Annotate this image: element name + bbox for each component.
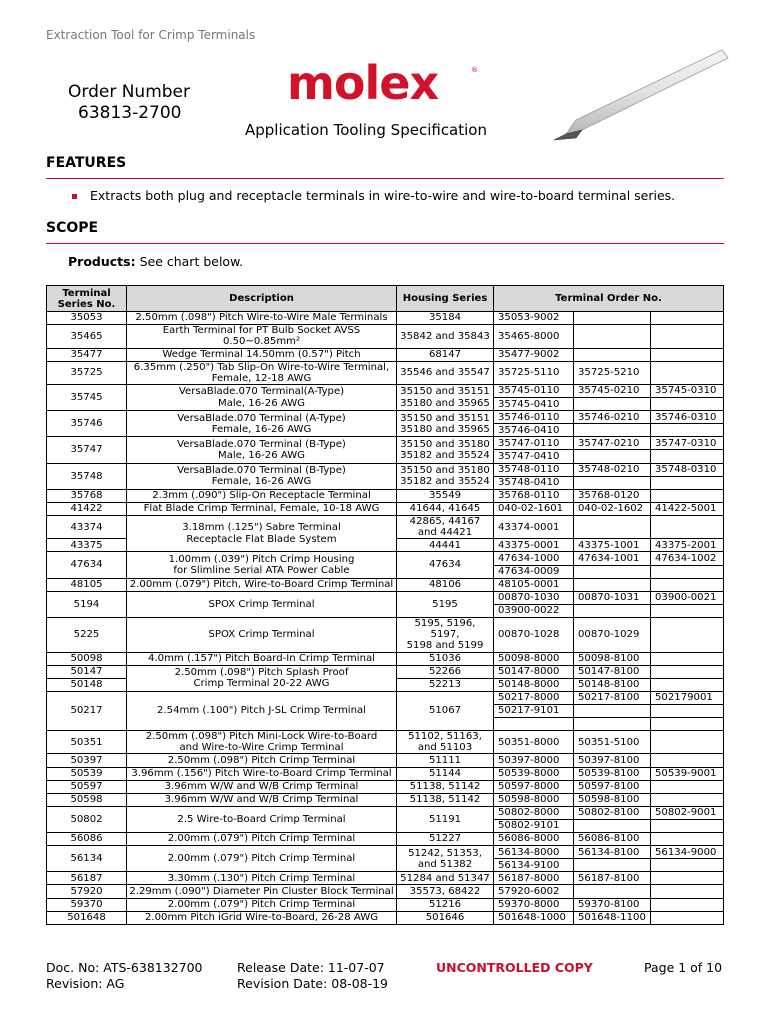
table-header-row: [47, 286, 724, 312]
order-number-cell: [651, 312, 724, 325]
order-number-cell: [651, 717, 724, 730]
table-row: [47, 780, 724, 793]
order-number-cell: [574, 885, 651, 898]
order-number-cell: 41422-5001: [651, 502, 724, 515]
order-number-cell: [651, 565, 724, 578]
description-cell: 3.96mm W/W and W/B Crimp Terminal: [127, 780, 397, 793]
order-number-cell: [651, 872, 724, 885]
revision-date: Revision Date: 08-08-19: [237, 976, 389, 991]
housing-cell: 35842 and 35843: [397, 325, 494, 348]
order-number-cell: 35053-9002: [494, 312, 574, 325]
order-number-cell: 35768-0110: [494, 489, 574, 502]
housing-cell: 42865, 44167 and 44421: [397, 515, 494, 538]
description-cell: Wedge Terminal 14.50mm (0.57") Pitch: [127, 348, 397, 361]
housing-cell: 51216: [397, 898, 494, 911]
order-number-cell: 59370-8000: [494, 898, 574, 911]
order-number-cell: 040-02-1602: [574, 502, 651, 515]
order-number-cell: 35748-0410: [494, 476, 574, 489]
order-number-cell: [574, 859, 651, 872]
order-number-cell: 50802-8000: [494, 806, 574, 819]
order-number-cell: 43375-2001: [651, 539, 724, 552]
order-number-cell: 50098-8000: [494, 652, 574, 665]
order-number-cell: [651, 898, 724, 911]
order-number-cell: 50147-8100: [574, 665, 651, 678]
order-number-cell: [651, 793, 724, 806]
spec-title: Application Tooling Specification: [245, 121, 487, 139]
order-number-cell: 50351-5100: [574, 731, 651, 754]
page-number: Page 1 of 10: [644, 960, 723, 975]
table-row: [47, 325, 724, 348]
housing-cell: 35150 and 35180 35182 and 35524: [397, 437, 494, 463]
series-cell: 48105: [47, 578, 127, 591]
order-number-cell: 35746-0410: [494, 424, 574, 437]
description-cell: 3.96mm (.156") Pitch Wire-to-Board Crimp Terminal: [127, 767, 397, 780]
order-number-cell: 48105-0001: [494, 578, 574, 591]
order-number-cell: [651, 476, 724, 489]
series-cell: 501648: [47, 911, 127, 924]
order-number-cell: 50098-8100: [574, 652, 651, 665]
series-cell: 35053: [47, 312, 127, 325]
series-cell: 5225: [47, 617, 127, 652]
table-row: [47, 767, 724, 780]
order-number-cell: 57920-6002: [494, 885, 574, 898]
order-number-cell: [651, 652, 724, 665]
housing-cell: 52213: [397, 678, 494, 691]
series-cell: 35768: [47, 489, 127, 502]
order-number-cell: 00870-1031: [574, 591, 651, 604]
table-row: [47, 885, 724, 898]
table-row: [47, 911, 724, 924]
series-cell: 50802: [47, 806, 127, 832]
order-number-cell: [574, 604, 651, 617]
series-cell: 50597: [47, 780, 127, 793]
order-number-cell: 50802-9001: [651, 806, 724, 819]
housing-cell: 35150 and 35151 35180 and 35965: [397, 411, 494, 437]
housing-cell: 5195, 5196, 5197, 5198 and 5199: [397, 617, 494, 652]
housing-cell: 51036: [397, 652, 494, 665]
bullet-icon: [72, 194, 77, 199]
table-row: [47, 872, 724, 885]
order-number-cell: [651, 678, 724, 691]
order-number-cell: 35748-0110: [494, 463, 574, 476]
description-cell: Earth Terminal for PT Bulb Socket AVSS 0.50~0.85mm²: [127, 325, 397, 348]
order-number-cell: 56134-9100: [494, 859, 574, 872]
order-number-cell: 47634-1000: [494, 552, 574, 565]
order-number-cell: 03900-0021: [651, 591, 724, 604]
series-cell: 35746: [47, 411, 127, 437]
order-number-cell: 50802-8100: [574, 806, 651, 819]
order-number-cell: [651, 604, 724, 617]
series-cell: 50217: [47, 691, 127, 730]
features-heading: FEATURES: [46, 155, 127, 171]
order-number-cell: 50148-8000: [494, 678, 574, 691]
order-number-cell: [651, 361, 724, 384]
order-number-cell: 35748-0310: [651, 463, 724, 476]
series-cell: 50148: [47, 678, 127, 691]
series-cell: 5194: [47, 591, 127, 617]
order-number-cell: 00870-1029: [574, 617, 651, 652]
order-number-cell: 47634-1001: [574, 552, 651, 565]
table-row: [47, 552, 724, 565]
order-number-cell: [574, 476, 651, 489]
uncontrolled-copy: UNCONTROLLED COPY: [436, 960, 593, 975]
description-cell: SPOX Crimp Terminal: [127, 591, 397, 617]
housing-cell: 51242, 51353, and 51382: [397, 846, 494, 872]
description-cell: 2.5 Wire-to-Board Crimp Terminal: [127, 806, 397, 832]
series-cell: 56187: [47, 872, 127, 885]
table-row: [47, 833, 724, 846]
header-series: Terminal Series No.: [47, 286, 127, 312]
order-number-cell: 50147-8000: [494, 665, 574, 678]
order-number-cell: 501648-1100: [574, 911, 651, 924]
order-number-cell: [651, 489, 724, 502]
order-number-cell: [574, 717, 651, 730]
series-cell: 35725: [47, 361, 127, 384]
order-number-cell: 35747-0310: [651, 437, 724, 450]
table-row: [47, 385, 724, 398]
order-number-cell: 502179001: [651, 691, 724, 704]
table-row: [47, 898, 724, 911]
order-number-cell: 47634-1002: [651, 552, 724, 565]
description-cell: VersaBlade.070 Terminal (B-Type) Male, 16-26 AWG: [127, 437, 397, 463]
order-number-cell: 03900-0022: [494, 604, 574, 617]
description-cell: 2.50mm (.098") Pitch Splash Proof Crimp Terminal 20-22 AWG: [127, 665, 397, 691]
order-number-cell: 56187-8000: [494, 872, 574, 885]
order-number-cell: [651, 859, 724, 872]
series-cell: 50598: [47, 793, 127, 806]
order-number-cell: 00870-1028: [494, 617, 574, 652]
order-number-cell: [494, 717, 574, 730]
revision: Revision: AG: [46, 976, 125, 991]
order-number-cell: 56134-9000: [651, 846, 724, 859]
order-number-cell: [651, 515, 724, 538]
table-row: [47, 691, 724, 704]
order-number-cell: [574, 819, 651, 832]
order-number-cell: 35745-0110: [494, 385, 574, 398]
housing-cell: 35184: [397, 312, 494, 325]
order-number-cell: 35746-0110: [494, 411, 574, 424]
description-cell: 2.00mm (.079") Pitch Crimp Terminal: [127, 898, 397, 911]
order-number-cell: 35745-0210: [574, 385, 651, 398]
series-cell: 47634: [47, 552, 127, 578]
order-number-cell: [574, 424, 651, 437]
header-housing: Housing Series: [397, 286, 494, 312]
housing-cell: 501646: [397, 911, 494, 924]
housing-cell: 51138, 51142: [397, 793, 494, 806]
series-cell: 43374: [47, 515, 127, 538]
order-number-value: 63813-2700: [78, 103, 182, 123]
order-number-cell: [651, 833, 724, 846]
header-description: Description: [127, 286, 397, 312]
housing-cell: 44441: [397, 539, 494, 552]
order-number-cell: 47634-0009: [494, 565, 574, 578]
housing-cell: 35150 and 35180 35182 and 35524: [397, 463, 494, 489]
header-order-no: Terminal Order No.: [494, 286, 724, 312]
features-bullet: Extracts both plug and receptacle terminals in wire-to-wire and wire-to-board terminal series.: [90, 188, 676, 203]
order-number-cell: 35747-0410: [494, 450, 574, 463]
series-cell: 59370: [47, 898, 127, 911]
series-cell: 43375: [47, 539, 127, 552]
order-number-cell: [574, 515, 651, 538]
order-number-cell: [574, 450, 651, 463]
table-row: [47, 617, 724, 652]
table-row: [47, 515, 724, 538]
table-row: [47, 846, 724, 859]
order-number-cell: 501648-1000: [494, 911, 574, 924]
housing-cell: 51111: [397, 754, 494, 767]
order-number-cell: [651, 819, 724, 832]
order-number-cell: [574, 578, 651, 591]
order-number-cell: [651, 325, 724, 348]
series-cell: 50147: [47, 665, 127, 678]
description-cell: VersaBlade.070 Terminal(A-Type) Male, 16-26 AWG: [127, 385, 397, 411]
description-cell: Flat Blade Crimp Terminal, Female, 10-18 AWG: [127, 502, 397, 515]
description-cell: 2.54mm (.100") Pitch J-SL Crimp Terminal: [127, 691, 397, 730]
release-date: Release Date: 11-07-07: [237, 960, 385, 975]
order-number-cell: 040-02-1601: [494, 502, 574, 515]
housing-cell: 41644, 41645: [397, 502, 494, 515]
table-row: [47, 348, 724, 361]
table-row: [47, 312, 724, 325]
description-cell: 2.00mm (.079") Pitch Crimp Terminal: [127, 833, 397, 846]
order-number-cell: 56086-8100: [574, 833, 651, 846]
order-number-cell: 35746-0210: [574, 411, 651, 424]
order-number-cell: 35725-5210: [574, 361, 651, 384]
order-number-cell: 50539-8000: [494, 767, 574, 780]
description-cell: 1.00mm (.039") Pitch Crimp Housing for Slimline Serial ATA Power Cable: [127, 552, 397, 578]
description-cell: 2.3mm (.090") Slip-On Receptacle Terminal: [127, 489, 397, 502]
housing-cell: 35150 and 35151 35180 and 35965: [397, 385, 494, 411]
series-cell: 50098: [47, 652, 127, 665]
order-number-cell: 50217-8000: [494, 691, 574, 704]
description-cell: 3.18mm (.125") Sabre Terminal Receptacle Flat Blade System: [127, 515, 397, 552]
order-number-cell: 50397-8100: [574, 754, 651, 767]
housing-cell: 47634: [397, 552, 494, 578]
description-cell: 4.0mm (.157") Pitch Board-In Crimp Terminal: [127, 652, 397, 665]
order-number-cell: 50539-9001: [651, 767, 724, 780]
order-number-cell: [651, 424, 724, 437]
doc-number: Doc. No: ATS-638132700: [46, 960, 203, 975]
description-cell: 2.00mm (.079") Pitch, Wire-to-Board Crimp Terminal: [127, 578, 397, 591]
products-label: Products:: [68, 254, 136, 269]
description-cell: 3.30mm (.130") Pitch Crimp Terminal: [127, 872, 397, 885]
order-number-cell: 43375-1001: [574, 539, 651, 552]
description-cell: 2.29mm (.090") Diameter Pin Cluster Block Terminal: [127, 885, 397, 898]
order-number-cell: [574, 312, 651, 325]
series-cell: 56086: [47, 833, 127, 846]
housing-cell: 35546 and 35547: [397, 361, 494, 384]
scope-rule: [46, 243, 724, 244]
order-number-cell: [651, 450, 724, 463]
series-cell: 50397: [47, 754, 127, 767]
order-number-cell: [651, 885, 724, 898]
order-number-cell: [651, 911, 724, 924]
series-cell: 35477: [47, 348, 127, 361]
order-number-cell: [651, 780, 724, 793]
order-number-label: Order Number: [68, 82, 191, 102]
order-number-cell: [651, 665, 724, 678]
order-number-cell: 50397-8000: [494, 754, 574, 767]
order-number-cell: 35747-0210: [574, 437, 651, 450]
description-cell: VersaBlade.070 Terminal (B-Type) Female, 16-26 AWG: [127, 463, 397, 489]
order-number-cell: 35746-0310: [651, 411, 724, 424]
housing-cell: 68147: [397, 348, 494, 361]
series-cell: 56134: [47, 846, 127, 872]
molex-logo: molex: [287, 56, 439, 110]
description-cell: VersaBlade.070 Terminal (A-Type) Female, 16-26 AWG: [127, 411, 397, 437]
description-cell: 2.50mm (.098") Pitch Wire-to-Wire Male Terminals: [127, 312, 397, 325]
table-row: [47, 731, 724, 754]
order-number-cell: 50598-8100: [574, 793, 651, 806]
order-number-cell: [651, 704, 724, 717]
series-cell: 35465: [47, 325, 127, 348]
order-number-cell: 50802-9101: [494, 819, 574, 832]
table-row: [47, 411, 724, 424]
series-cell: 57920: [47, 885, 127, 898]
series-cell: 35745: [47, 385, 127, 411]
table-row: [47, 437, 724, 450]
housing-cell: 51102, 51163, and 51103: [397, 731, 494, 754]
order-number-cell: 35748-0210: [574, 463, 651, 476]
series-cell: 50351: [47, 731, 127, 754]
housing-cell: 35573, 68422: [397, 885, 494, 898]
table-row: [47, 665, 724, 678]
series-cell: 35748: [47, 463, 127, 489]
order-number-cell: 35477-9002: [494, 348, 574, 361]
order-number-cell: 35465-8000: [494, 325, 574, 348]
order-number-cell: 35725-5110: [494, 361, 574, 384]
order-number-cell: 35747-0110: [494, 437, 574, 450]
order-number-cell: 59370-8100: [574, 898, 651, 911]
extraction-tool-image: [552, 40, 732, 150]
order-number-cell: 43374-0001: [494, 515, 574, 538]
order-number-cell: 50148-8100: [574, 678, 651, 691]
series-cell: 35747: [47, 437, 127, 463]
housing-cell: 35549: [397, 489, 494, 502]
table-row: [47, 361, 724, 384]
order-number-cell: 35768-0120: [574, 489, 651, 502]
order-number-cell: [651, 398, 724, 411]
registered-mark: ®: [471, 66, 478, 74]
order-number-cell: [574, 565, 651, 578]
table-row: [47, 806, 724, 819]
order-number-cell: 00870-1030: [494, 591, 574, 604]
housing-cell: 48106: [397, 578, 494, 591]
order-number-cell: [574, 704, 651, 717]
features-rule: [46, 178, 724, 179]
order-number-cell: [651, 348, 724, 361]
order-number-cell: 50217-9101: [494, 704, 574, 717]
document-title: Extraction Tool for Crimp Terminals: [46, 28, 256, 42]
order-number-cell: 43375-0001: [494, 539, 574, 552]
description-cell: 2.50mm (.098") Pitch Mini-Lock Wire-to-Board and Wire-to-Wire Crimp Terminal: [127, 731, 397, 754]
order-number-cell: 56187-8100: [574, 872, 651, 885]
order-number-cell: 56134-8000: [494, 846, 574, 859]
order-number-cell: [574, 348, 651, 361]
table-row: [47, 793, 724, 806]
table-row: [47, 754, 724, 767]
products-line: [68, 254, 243, 269]
order-number-cell: 50217-8100: [574, 691, 651, 704]
table-row: [47, 652, 724, 665]
housing-cell: 51227: [397, 833, 494, 846]
housing-cell: 51144: [397, 767, 494, 780]
order-number-cell: 50598-8000: [494, 793, 574, 806]
housing-cell: 5195: [397, 591, 494, 617]
housing-cell: 51067: [397, 691, 494, 730]
table-row: [47, 489, 724, 502]
scope-heading: SCOPE: [46, 220, 99, 236]
order-number-cell: [651, 617, 724, 652]
order-number-cell: 35745-0310: [651, 385, 724, 398]
series-cell: 50539: [47, 767, 127, 780]
description-cell: 2.00mm (.079") Pitch Crimp Terminal: [127, 846, 397, 872]
table-row: [47, 463, 724, 476]
order-number-cell: 35745-0410: [494, 398, 574, 411]
order-number-cell: 50597-8100: [574, 780, 651, 793]
table-row: [47, 578, 724, 591]
table-row: [47, 502, 724, 515]
table-row: [47, 591, 724, 604]
order-number-cell: 50539-8100: [574, 767, 651, 780]
description-cell: 2.50mm (.098") Pitch Crimp Terminal: [127, 754, 397, 767]
order-number-cell: 56134-8100: [574, 846, 651, 859]
order-number-cell: [651, 731, 724, 754]
order-number-cell: [651, 578, 724, 591]
description-cell: 2.00mm Pitch iGrid Wire-to-Board, 26-28 AWG: [127, 911, 397, 924]
terminal-table: [46, 285, 724, 925]
order-number-cell: 50597-8000: [494, 780, 574, 793]
housing-cell: 51284 and 51347: [397, 872, 494, 885]
order-number-cell: [651, 754, 724, 767]
description-cell: 3.96mm W/W and W/B Crimp Terminal: [127, 793, 397, 806]
order-number-cell: [574, 325, 651, 348]
order-number-cell: 56086-8000: [494, 833, 574, 846]
housing-cell: 52266: [397, 665, 494, 678]
description-cell: SPOX Crimp Terminal: [127, 617, 397, 652]
housing-cell: 51138, 51142: [397, 780, 494, 793]
products-text: See chart below.: [135, 254, 244, 269]
order-number-cell: 50351-8000: [494, 731, 574, 754]
order-number-cell: [574, 398, 651, 411]
series-cell: 41422: [47, 502, 127, 515]
description-cell: 6.35mm (.250") Tab Slip-On Wire-to-Wire Terminal, Female, 12-18 AWG: [127, 361, 397, 384]
housing-cell: 51191: [397, 806, 494, 832]
